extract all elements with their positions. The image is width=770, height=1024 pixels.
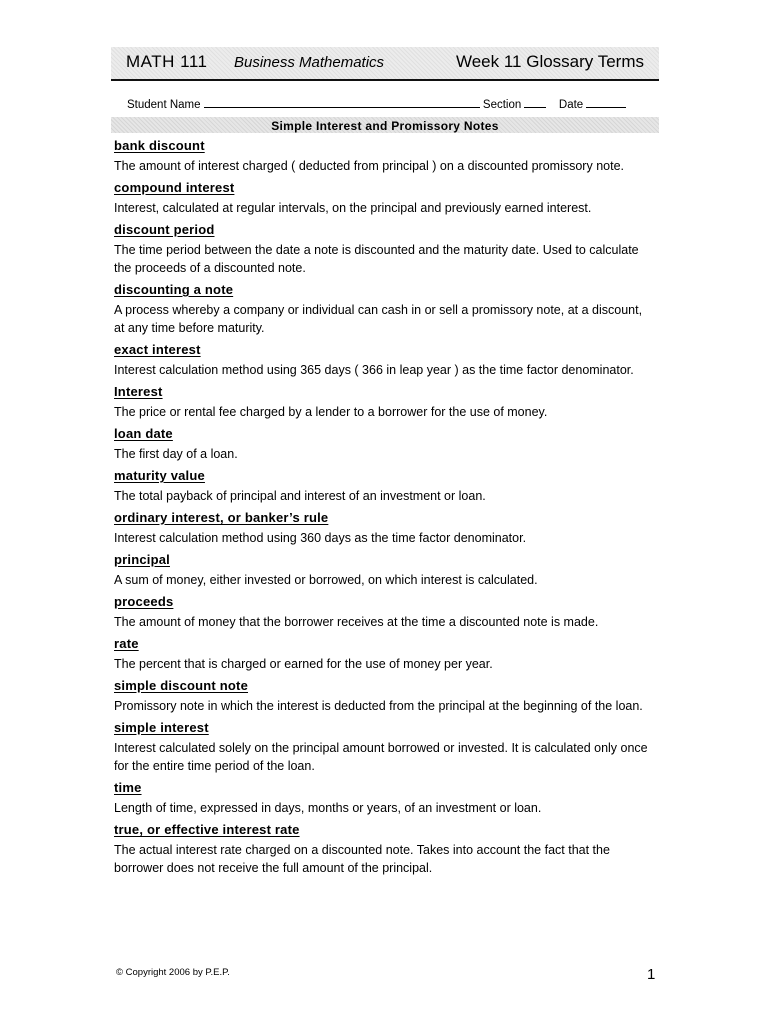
glossary-definition: The amount of interest charged ( deducted from principal ) on a discounted promissory note. xyxy=(114,159,624,173)
glossary-definition: Interest calculated solely on the principal amount borrowed or invested. It is calculated only once for the entire time period of the loan. xyxy=(114,741,648,773)
student-name-blank xyxy=(204,96,480,108)
list-item xyxy=(114,179,654,217)
glossary-term: simple discount note xyxy=(114,678,249,693)
glossary-term: principal xyxy=(114,552,170,567)
date-blank xyxy=(586,96,626,108)
glossary-definition: The total payback of principal and interest of an investment or loan. xyxy=(114,489,486,503)
glossary-definition: A sum of money, either invested or borrowed, on which interest is calculated. xyxy=(114,573,538,587)
glossary-term: Interest xyxy=(114,384,163,399)
glossary-definition: Interest calculation method using 365 days ( 366 in leap year ) as the time factor denominator. xyxy=(114,363,634,377)
glossary-definition: The price or rental fee charged by a lender to a borrower for the use of money. xyxy=(114,405,548,419)
student-name-label: Student Name xyxy=(127,99,201,111)
copyright-notice: © Copyright 2006 by P.E.P. xyxy=(116,967,230,978)
date-label: Date xyxy=(558,99,584,111)
course-name: Business Mathematics xyxy=(234,54,385,71)
glossary-term: discounting a note xyxy=(114,282,234,297)
week-title: Week 11 Glossary Terms xyxy=(455,52,644,71)
glossary-term: compound interest xyxy=(114,180,235,195)
glossary-definition: The amount of money that the borrower receives at the time a discounted note is made. xyxy=(114,615,599,629)
glossary-list xyxy=(114,137,654,881)
glossary-definition: Promissory note in which the interest is deducted from the principal at the beginning of the loan. xyxy=(114,699,643,713)
header-band xyxy=(111,47,659,81)
list-item xyxy=(114,383,654,421)
glossary-definition: Interest calculation method using 360 days as the time factor denominator. xyxy=(114,531,527,545)
list-item xyxy=(114,425,654,463)
section-blank xyxy=(524,96,546,108)
list-item xyxy=(114,779,654,817)
glossary-term: exact interest xyxy=(114,342,201,357)
list-item xyxy=(114,719,654,775)
glossary-term: true, or effective interest rate xyxy=(114,822,300,837)
glossary-term: maturity value xyxy=(114,468,205,483)
glossary-definition: A process whereby a company or individual can cash in or sell a promissory note, at a discount, at any time before maturity. xyxy=(114,303,643,335)
page-number: 1 xyxy=(647,966,656,983)
section-label: Section xyxy=(482,99,522,111)
list-item xyxy=(114,509,654,547)
glossary-term: simple interest xyxy=(114,720,209,735)
student-info-line xyxy=(127,96,626,111)
list-item xyxy=(114,281,654,337)
glossary-definition: Interest, calculated at regular intervals, on the principal and previously earned interest. xyxy=(114,201,592,215)
list-item xyxy=(114,341,654,379)
course-code: MATH 111 xyxy=(126,52,208,71)
glossary-term: ordinary interest, or banker’s rule xyxy=(114,510,329,525)
glossary-term: discount period xyxy=(114,222,215,237)
list-item xyxy=(114,593,654,631)
section-title: Simple Interest and Promissory Notes xyxy=(271,119,499,133)
section-band xyxy=(111,117,659,133)
glossary-term: bank discount xyxy=(114,138,205,153)
list-item xyxy=(114,221,654,277)
glossary-term: proceeds xyxy=(114,594,174,609)
list-item xyxy=(114,137,654,175)
glossary-term: loan date xyxy=(114,426,173,441)
list-item xyxy=(114,467,654,505)
glossary-definition: The first day of a loan. xyxy=(114,447,238,461)
glossary-term: rate xyxy=(114,636,139,651)
list-item xyxy=(114,551,654,589)
glossary-definition: The percent that is charged or earned for the use of money per year. xyxy=(114,657,493,671)
list-item xyxy=(114,635,654,673)
list-item xyxy=(114,677,654,715)
glossary-definition: The time period between the date a note is discounted and the maturity date. Used to calculate the proceeds of a discounted note. xyxy=(114,243,639,275)
list-item xyxy=(114,821,654,877)
glossary-definition: The actual interest rate charged on a discounted note. Takes into account the fact that the borrower does not receive the full amount of the principal. xyxy=(114,843,610,875)
glossary-term: time xyxy=(114,780,142,795)
glossary-definition: Length of time, expressed in days, months or years, of an investment or loan. xyxy=(114,801,542,815)
